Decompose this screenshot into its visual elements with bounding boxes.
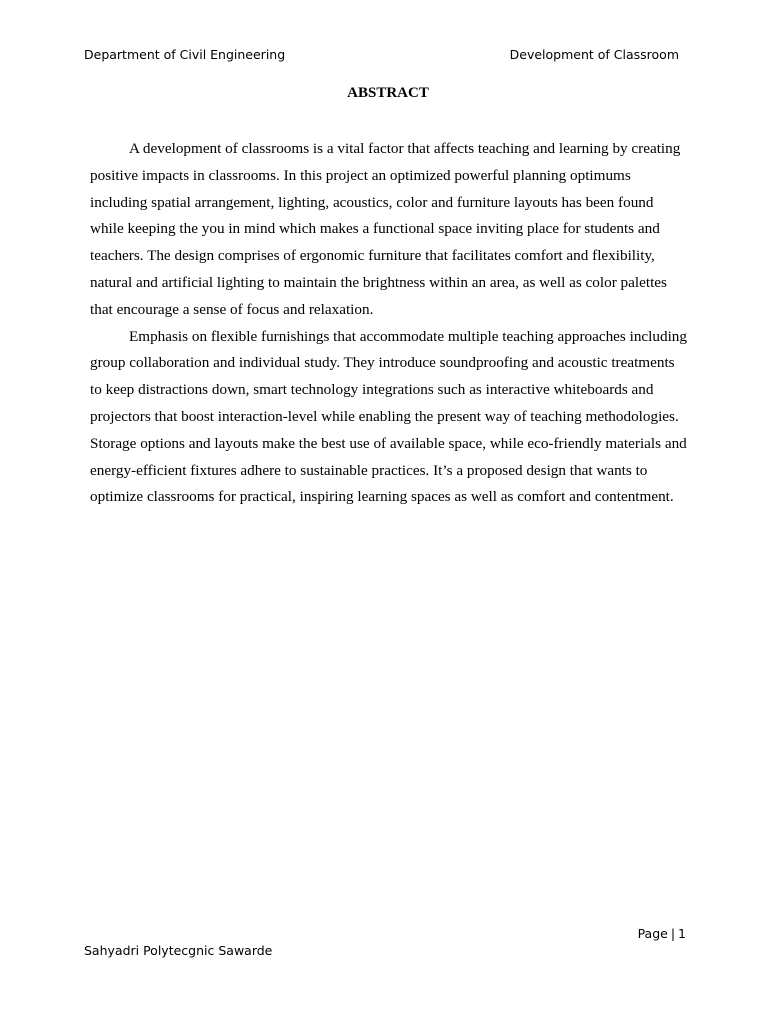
page-number xyxy=(638,926,686,941)
header-department: Department of Civil Engineering xyxy=(84,47,286,62)
footer-institution: Sahyadri Polytecgnic Sawarde xyxy=(84,943,273,958)
abstract-body xyxy=(90,136,690,511)
page-label: Page xyxy=(637,926,668,941)
page-separator: | xyxy=(670,926,676,941)
section-title: ABSTRACT xyxy=(347,85,429,101)
paragraph: A development of classrooms is a vital factor that affects teaching and learning by creating positive impacts in classrooms. In this project an optimized powerful planning optimums including spatial arrangement, lighting, acoustics, color and furniture layouts has been found while keeping the you in mind which makes a functional space inviting place for students and teachers. The design comprises of ergonomic furniture that facilitates comfort and flexibility, natural and artificial lighting to maintain the brightness within an area, as well as color palettes that encourage a sense of focus and relaxation. xyxy=(90,140,681,318)
paragraph: Emphasis on flexible furnishings that accommodate multiple teaching approaches including group collaboration and individual study. They introduce soundproofing and acoustic treatments to keep distractions down, smart technology integrations such as interactive whiteboards and projectors that boost interaction-level while enabling the present way of teaching methodologies. Storage options and layouts make the best use of available space, while eco-friendly materials and energy-efficient fixtures adhere to sustainable practices. It’s a proposed design that wants to optimize classrooms for practical, inspiring learning spaces as well as comfort and contentment. xyxy=(90,327,687,506)
header-document-title: Development of Classroom xyxy=(509,47,679,62)
page-number-value: 1 xyxy=(678,926,686,941)
